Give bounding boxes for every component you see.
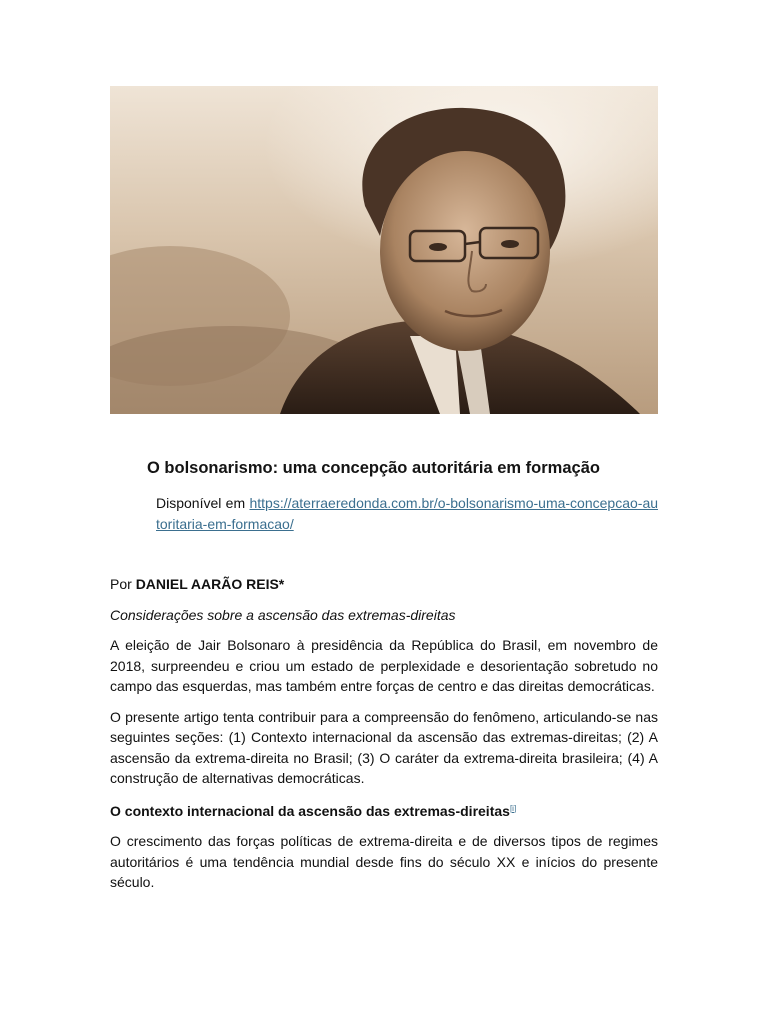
byline bbox=[110, 574, 658, 595]
article-body bbox=[110, 574, 658, 903]
author-name: DANIEL AARÃO REIS* bbox=[135, 576, 285, 592]
article-title: O bolsonarismo: uma concepção autoritária em formação bbox=[147, 459, 600, 477]
paragraph-2: O presente artigo tenta contribuir para a compreensão do fenômeno, articulando-se nas seguintes seções: (1) Contexto internacional da ascensão das extremas-direitas; (2) A ascensão da extrema-direita no Brasil; (3) O caráter da extrema-direita brasileira; (4) A construção de alternativas democráticas. bbox=[110, 708, 658, 786]
byline-prefix: Por bbox=[110, 576, 132, 592]
author-portrait-illustration bbox=[110, 86, 658, 414]
section-heading bbox=[110, 799, 658, 822]
availability-line bbox=[156, 493, 658, 535]
footnote-link[interactable]: [i] bbox=[509, 803, 517, 813]
paragraph-3: O crescimento das forças políticas de extrema-direita e de diversos tipos de regimes autoritários é uma tendência mundial desde fins do século XX e inícios do presente século. bbox=[110, 833, 658, 890]
article-subtitle: Considerações sobre a ascensão das extremas-direitas bbox=[110, 606, 456, 623]
available-label: Disponível em bbox=[156, 495, 246, 511]
paragraph-1: A eleição de Jair Bolsonaro à presidência da República do Brasil, em novembro de 2018, surpreendeu e criou um estado de perplexidade e desorientação sobretudo no campo das esquerdas, mas também entre forças de centro e das direitas democráticas. bbox=[110, 637, 658, 694]
section-heading-text: O contexto internacional da ascensão das extremas-direitas bbox=[110, 802, 510, 819]
author-photo bbox=[110, 86, 658, 414]
source-link[interactable]: https://aterraeredonda.com.br/o-bolsonarismo-uma-concepcao-autoritaria-em-formacao/ bbox=[156, 495, 659, 532]
